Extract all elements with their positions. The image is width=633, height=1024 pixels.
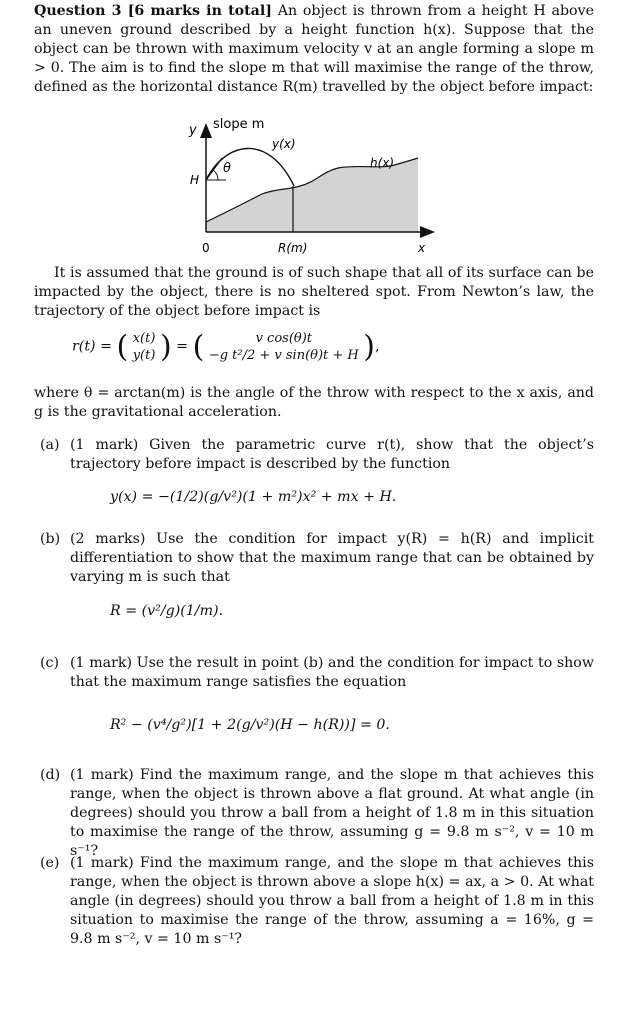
vector-y: y(t) xyxy=(132,348,156,363)
part-e-text: (1 mark) Find the maximum range, and the slope m that achieves this range, when the object is thrown above a slope h(x) = ax, a > 0. At what angle (in degrees) should you throw a ball from a height of 1.8 m in this situation to maximise the range of the throw, assuming a = 16%, g = 9.8 m s⁻², v = 10 m s⁻¹? xyxy=(70,855,594,947)
ground-label: h(x) xyxy=(370,156,395,170)
part-a xyxy=(40,436,596,522)
part-c-equation: R² − (v⁴/g²)[1 + 2(g/v²)(H − h(R))] = 0. xyxy=(110,717,390,733)
slope-label: slope m xyxy=(213,117,265,132)
part-a-equation: y(x) = −(1/2)(g/v²)(1 + m²)x² + mx + H. xyxy=(110,489,397,505)
intro-text: An object is thrown from a height H above an uneven ground described by a height function h(x). Suppose that the object can be thrown with maximum velocity v at an angle forming a slope m > 0. The aim is to find the slope m that will maximise the range of the throw, defined as the horizontal distance R(m) travelled by the object before impact: xyxy=(34,3,594,95)
x-axis-label: x xyxy=(418,241,426,255)
part-a-text: (1 mark) Given the parametric curve r(t), show that the object’s trajectory before impact is described by the function xyxy=(70,437,594,472)
range-label: R(m) xyxy=(278,241,308,255)
part-a-label: (a) xyxy=(40,437,60,453)
part-c-text: (1 mark) Use the result in point (b) and the condition for impact to show that the maximum range satisfies the equation xyxy=(70,655,594,690)
rhs-x-component: v cos(θ)t xyxy=(255,331,313,346)
trajectory-label: y(x) xyxy=(272,137,296,151)
trajectory-lhs: r(t) = xyxy=(72,338,112,355)
question-heading: Question 3 [6 marks in total] xyxy=(34,3,272,19)
part-b-label: (b) xyxy=(40,531,61,547)
assumption-paragraph: It is assumed that the ground is of such shape that all of its surface can be impacted by the object, there is no sheltered spot. From Newton’s law, the trajectory of the object before impact is xyxy=(34,265,594,319)
where-paragraph: where θ = arctan(m) is the angle of the throw with respect to the x axis, and g is the gravitational acceleration. xyxy=(34,385,594,420)
height-label: H xyxy=(190,173,200,187)
trajectory-equation: r(t) = ( x(t) y(t) ) = ( v cos(θ)t −g t²/2 + v sin(θ)t + H ), xyxy=(72,329,380,365)
part-c-label: (c) xyxy=(40,655,60,671)
part-d-text: (1 mark) Find the maximum range, and the slope m that achieves this range, when the object is thrown above a flat ground. At what angle (in degrees) should you throw a ball from a height of 1.8 m in this situation to maximise the range of the throw, assuming g = 9.8 m s⁻², v = 10 m s⁻¹? xyxy=(70,767,594,859)
rhs-y-component: −g t²/2 + v sin(θ)t + H xyxy=(208,348,359,363)
part-d xyxy=(40,766,596,859)
theta-label: θ xyxy=(223,161,231,176)
y-axis-label: y xyxy=(189,123,197,138)
part-c xyxy=(40,654,596,748)
part-b-text: (2 marks) Use the condition for impact y(R) = h(R) and implicit differentiation to show that the maximum range that can be obtained by varying m is such that xyxy=(70,531,594,585)
part-d-label: (d) xyxy=(40,767,61,783)
theta-arc xyxy=(213,170,218,180)
origin-label: 0 xyxy=(202,241,210,255)
part-e xyxy=(40,854,596,950)
part-b-equation: R = (v²/g)(1/m). xyxy=(110,603,224,619)
part-b xyxy=(40,530,596,640)
intro-paragraph xyxy=(34,2,594,97)
part-e-label: (e) xyxy=(40,855,60,871)
trajectory-figure xyxy=(0,112,633,262)
vector-x: x(t) xyxy=(132,331,156,346)
